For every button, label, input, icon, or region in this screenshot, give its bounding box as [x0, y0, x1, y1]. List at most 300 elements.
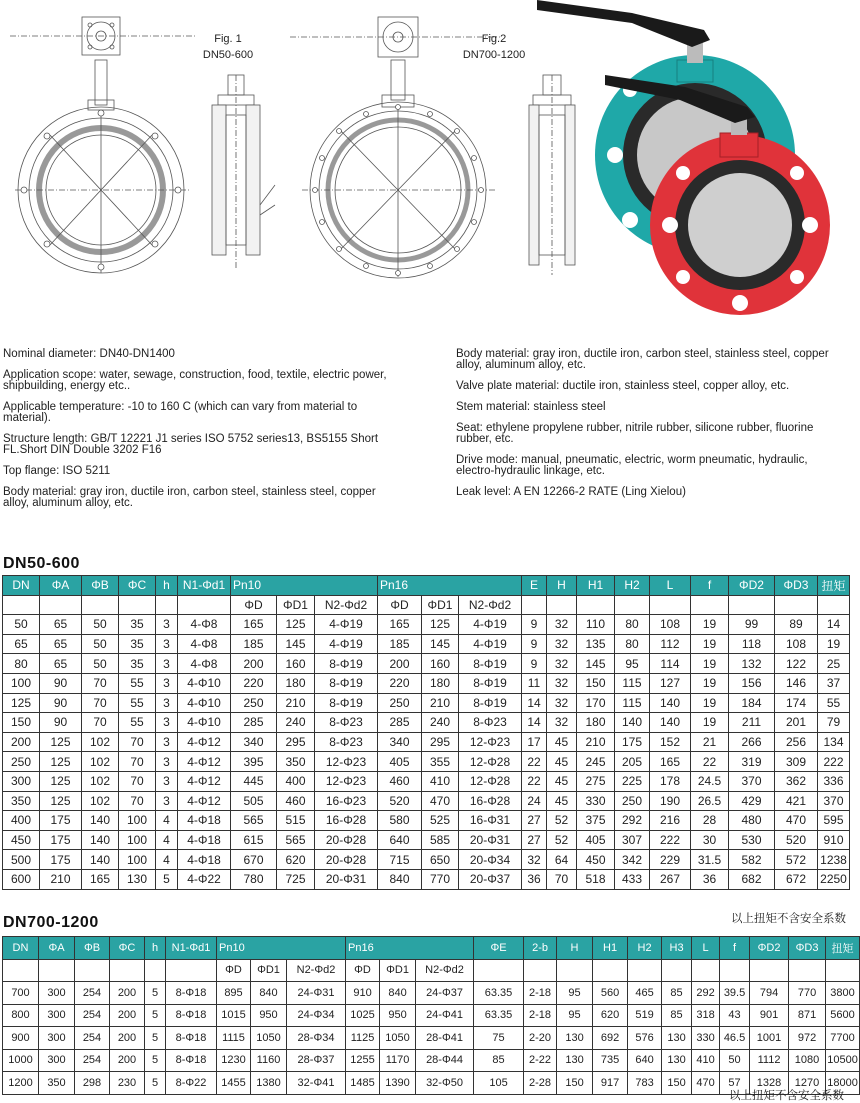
- table-cell: 16-Φ28: [315, 811, 378, 831]
- table-cell: 165: [650, 752, 691, 772]
- subheader-cell: ΦD1: [277, 595, 315, 615]
- table-cell: 27: [522, 811, 547, 831]
- table-cell: 1328: [750, 1072, 789, 1095]
- table-cell: 450: [3, 830, 40, 850]
- table-cell: 780: [231, 869, 277, 889]
- table-cell: 184: [729, 693, 775, 713]
- table-cell: 108: [650, 615, 691, 635]
- table-cell: 64: [547, 850, 577, 870]
- spec-leak-level: Leak level: A EN 12266-2 RATE (Ling Xielou): [456, 486, 686, 498]
- table-cell: 1115: [217, 1027, 251, 1050]
- fig1-side-view-drawing: [200, 75, 275, 275]
- header-cell: ΦC: [119, 576, 156, 596]
- table-cell: 210: [422, 693, 459, 713]
- table-cell: 32: [547, 693, 577, 713]
- header-cell: ΦE: [474, 937, 524, 960]
- table-cell: 225: [615, 771, 650, 791]
- header-cell: ΦA: [40, 576, 82, 596]
- table-cell: 715: [378, 850, 422, 870]
- table-cell: 55: [818, 693, 850, 713]
- table-cell: 5: [145, 982, 166, 1005]
- table-cell: 178: [650, 771, 691, 791]
- table-cell: 518: [577, 869, 615, 889]
- table-cell: 180: [577, 713, 615, 733]
- table-cell: 9: [522, 634, 547, 654]
- header-cell: ΦC: [110, 937, 145, 960]
- table-cell: 520: [378, 791, 422, 811]
- table-cell: 330: [692, 1027, 720, 1050]
- table-cell: 725: [277, 869, 315, 889]
- table-cell: 108: [775, 634, 818, 654]
- table-cell: 5: [145, 1027, 166, 1050]
- table-cell: 150: [557, 1072, 593, 1095]
- table-cell: 20-Φ28: [315, 830, 378, 850]
- table-cell: 433: [615, 869, 650, 889]
- table-cell: 32: [547, 673, 577, 693]
- table-cell: 145: [422, 634, 459, 654]
- table-cell: 32: [547, 713, 577, 733]
- table-cell: 175: [40, 850, 82, 870]
- table-cell: 102: [82, 771, 119, 791]
- table-cell: 1230: [217, 1049, 251, 1072]
- table-cell: 28-Φ34: [287, 1027, 346, 1050]
- table-cell: 165: [82, 869, 119, 889]
- table-cell: 125: [3, 693, 40, 713]
- table-cell: 615: [231, 830, 277, 850]
- table-cell: 4-Φ18: [178, 850, 231, 870]
- subheader-cell: [3, 595, 40, 615]
- table-cell: 3: [156, 654, 178, 674]
- table-cell: 336: [818, 771, 850, 791]
- table-cell: 130: [662, 1027, 692, 1050]
- table-cell: 370: [729, 771, 775, 791]
- header-cell: E: [522, 576, 547, 596]
- table-cell: 140: [82, 811, 119, 831]
- table-cell: 32: [547, 654, 577, 674]
- subheader-cell: [577, 595, 615, 615]
- table-cell: 8-Φ19: [315, 673, 378, 693]
- table-cell: 12-Φ28: [459, 752, 522, 772]
- subheader-cell: [3, 959, 39, 982]
- subheader-cell: [166, 959, 217, 982]
- table-cell: 32-Φ41: [287, 1072, 346, 1095]
- table-cell: 3: [156, 732, 178, 752]
- table-cell: 160: [422, 654, 459, 674]
- table-cell: 254: [75, 1004, 110, 1027]
- table-cell: 20-Φ28: [315, 850, 378, 870]
- table-row: [3, 771, 850, 791]
- subheader-cell: [119, 595, 156, 615]
- table-cell: 125: [40, 752, 82, 772]
- table-cell: 65: [40, 615, 82, 635]
- table-cell: 28-Φ37: [287, 1049, 346, 1072]
- spec-right-column: [456, 349, 841, 508]
- table-cell: 1025: [346, 1004, 380, 1027]
- subheader-cell: [729, 595, 775, 615]
- table-cell: 145: [577, 654, 615, 674]
- table-cell: 300: [39, 1027, 75, 1050]
- table-cell: 4-Φ12: [178, 791, 231, 811]
- table-cell: 8-Φ23: [315, 732, 378, 752]
- table-cell: 36: [522, 869, 547, 889]
- table-cell: 350: [39, 1072, 75, 1095]
- table-cell: 295: [277, 732, 315, 752]
- table-cell: 650: [422, 850, 459, 870]
- table-cell: 1380: [251, 1072, 287, 1095]
- subheader-cell: ΦD: [346, 959, 380, 982]
- fig1-title: Fig. 1: [214, 33, 242, 45]
- table-cell: 200: [110, 1004, 145, 1027]
- table-cell: 300: [39, 1049, 75, 1072]
- subheader-cell: [628, 959, 662, 982]
- table-cell: 75: [474, 1027, 524, 1050]
- header-cell: Pn16: [378, 576, 522, 596]
- table-cell: 1050: [380, 1027, 416, 1050]
- table-cell: 17: [522, 732, 547, 752]
- table-cell: 140: [615, 713, 650, 733]
- table-cell: 150: [577, 673, 615, 693]
- table-cell: 200: [110, 1049, 145, 1072]
- table-row: [3, 693, 850, 713]
- table-cell: 350: [277, 752, 315, 772]
- table-cell: 14: [818, 615, 850, 635]
- table-cell: 175: [40, 830, 82, 850]
- spec-structure-length: Structure length: GB/T 12221 J1 series ISO 5752 series13, BS5155 Short FL.Short DIN Double 3202 F16: [3, 433, 379, 456]
- fig2-range: DN700-1200: [462, 49, 526, 61]
- drawings-area: [0, 0, 850, 330]
- table-row: [3, 1027, 860, 1050]
- table-cell: 770: [422, 869, 459, 889]
- header-cell: DN: [3, 937, 39, 960]
- table-cell: 318: [692, 1004, 720, 1027]
- table-cell: 2-28: [524, 1072, 557, 1095]
- table-row: [3, 982, 860, 1005]
- table-cell: 8-Φ19: [459, 654, 522, 674]
- subheader-cell: [145, 959, 166, 982]
- table-cell: 254: [75, 982, 110, 1005]
- table-cell: 292: [615, 811, 650, 831]
- header-cell: H: [557, 937, 593, 960]
- table-cell: 254: [75, 1049, 110, 1072]
- table-cell: 895: [217, 982, 251, 1005]
- fig2-front-view-drawing: [290, 15, 500, 280]
- table-cell: 8-Φ23: [315, 713, 378, 733]
- subheader-cell: N2-Φd2: [287, 959, 346, 982]
- table-cell: 70: [547, 869, 577, 889]
- table-cell: 585: [422, 830, 459, 850]
- table-cell: 240: [422, 713, 459, 733]
- table-cell: 200: [110, 982, 145, 1005]
- table-cell: 19: [691, 713, 729, 733]
- table-cell: 1238: [818, 850, 850, 870]
- table-cell: 115: [615, 673, 650, 693]
- table-cell: 572: [775, 850, 818, 870]
- header-cell: 扭矩: [826, 937, 860, 960]
- header-cell: ΦD3: [775, 576, 818, 596]
- table-cell: 165: [378, 615, 422, 635]
- table-cell: 35: [119, 654, 156, 674]
- table-cell: 211: [729, 713, 775, 733]
- header-cell: ΦA: [39, 937, 75, 960]
- table-cell: 429: [729, 791, 775, 811]
- table-cell: 125: [422, 615, 459, 635]
- fig1-front-view-drawing: [10, 15, 195, 275]
- table-cell: 525: [422, 811, 459, 831]
- table-cell: 95: [557, 982, 593, 1005]
- table-row: [3, 654, 850, 674]
- table-cell: 12-Φ28: [459, 771, 522, 791]
- table-cell: 2250: [818, 869, 850, 889]
- subheader-cell: [156, 595, 178, 615]
- table-cell: 20-Φ34: [459, 850, 522, 870]
- table-cell: 292: [692, 982, 720, 1005]
- header-cell: f: [691, 576, 729, 596]
- table-cell: 465: [628, 982, 662, 1005]
- table-cell: 350: [3, 791, 40, 811]
- table-cell: 63.35: [474, 982, 524, 1005]
- table-cell: 21: [691, 732, 729, 752]
- fig1-caption: [198, 31, 258, 63]
- subheader-cell: [775, 595, 818, 615]
- table-cell: 110: [577, 615, 615, 635]
- table-cell: 8-Φ19: [459, 673, 522, 693]
- table-cell: 582: [729, 850, 775, 870]
- subheader-cell: [650, 595, 691, 615]
- table-row: [3, 673, 850, 693]
- table-cell: 180: [277, 673, 315, 693]
- table-cell: 20-Φ31: [315, 869, 378, 889]
- table-cell: 2-18: [524, 982, 557, 1005]
- table-cell: 400: [277, 771, 315, 791]
- table-cell: 1050: [251, 1027, 287, 1050]
- table-cell: 2-22: [524, 1049, 557, 1072]
- table-cell: 266: [729, 732, 775, 752]
- table-cell: 254: [75, 1027, 110, 1050]
- table-cell: 175: [615, 732, 650, 752]
- table-cell: 55: [119, 693, 156, 713]
- table-cell: 70: [119, 771, 156, 791]
- table-cell: 100: [3, 673, 40, 693]
- header-cell: H1: [593, 937, 628, 960]
- table-cell: 560: [593, 982, 628, 1005]
- table-cell: 950: [380, 1004, 416, 1027]
- table-cell: 4: [156, 811, 178, 831]
- subheader-cell: N2-Φd2: [459, 595, 522, 615]
- table-cell: 190: [650, 791, 691, 811]
- table-cell: 370: [818, 791, 850, 811]
- table-cell: 100: [119, 850, 156, 870]
- table-cell: 240: [277, 713, 315, 733]
- header-cell: N1-Φd1: [166, 937, 217, 960]
- fig1-range: DN50-600: [202, 49, 254, 61]
- subheader-cell: [691, 595, 729, 615]
- spec-left-column: [3, 349, 403, 519]
- table-subheader-row: [3, 959, 860, 982]
- table-cell: 520: [775, 830, 818, 850]
- table-cell: 4-Φ19: [459, 615, 522, 635]
- table1-torque-note: 以上扭矩不含安全系数: [731, 913, 846, 925]
- table-cell: 245: [577, 752, 615, 772]
- table-cell: 4-Φ19: [315, 615, 378, 635]
- table-cell: 70: [119, 752, 156, 772]
- table-cell: 910: [346, 982, 380, 1005]
- table-cell: 672: [775, 869, 818, 889]
- table-cell: 125: [40, 791, 82, 811]
- table-cell: 65: [3, 634, 40, 654]
- table-cell: 50: [3, 615, 40, 635]
- table-cell: 130: [662, 1049, 692, 1072]
- table-cell: 63.35: [474, 1004, 524, 1027]
- table-cell: 85: [662, 982, 692, 1005]
- table-cell: 99: [729, 615, 775, 635]
- table-cell: 5: [145, 1072, 166, 1095]
- table-cell: 229: [650, 850, 691, 870]
- header-cell: H2: [628, 937, 662, 960]
- table-cell: 152: [650, 732, 691, 752]
- table-cell: 735: [593, 1049, 628, 1072]
- table-cell: 175: [40, 811, 82, 831]
- table-cell: 127: [650, 673, 691, 693]
- table-cell: 8-Φ18: [166, 1027, 217, 1050]
- table-cell: 460: [277, 791, 315, 811]
- table-cell: 900: [3, 1027, 39, 1050]
- subheader-cell: [557, 959, 593, 982]
- table-dn700-1200: [2, 936, 860, 1095]
- table-cell: 52: [547, 811, 577, 831]
- table-cell: 14: [522, 713, 547, 733]
- table-cell: 95: [615, 654, 650, 674]
- table-cell: 4-Φ22: [178, 869, 231, 889]
- spec-body-material: Body material: gray iron, ductile iron, carbon steel, stainless steel, copper alloy, aluminum alloy, etc.: [3, 486, 376, 509]
- table-cell: 65: [40, 634, 82, 654]
- table-cell: 95: [557, 1004, 593, 1027]
- table-cell: 12-Φ23: [459, 732, 522, 752]
- table-cell: 530: [729, 830, 775, 850]
- spec-seat: Seat: ethylene propylene rubber, nitrile rubber, silicone rubber, fluorine rubber, etc.: [456, 422, 814, 445]
- table-cell: 362: [775, 771, 818, 791]
- table-cell: 4-Φ19: [459, 634, 522, 654]
- table-cell: 840: [251, 982, 287, 1005]
- table-cell: 375: [577, 811, 615, 831]
- table-cell: 70: [119, 791, 156, 811]
- table-cell: 8-Φ19: [315, 654, 378, 674]
- table-cell: 201: [775, 713, 818, 733]
- header-cell: ΦD2: [750, 937, 789, 960]
- table-cell: 794: [750, 982, 789, 1005]
- table-cell: 24-Φ41: [416, 1004, 474, 1027]
- subheader-cell: [524, 959, 557, 982]
- table-row: [3, 811, 850, 831]
- table-cell: 1000: [3, 1049, 39, 1072]
- subheader-cell: [692, 959, 720, 982]
- table-cell: 70: [82, 673, 119, 693]
- table-cell: 79: [818, 713, 850, 733]
- header-cell: H: [547, 576, 577, 596]
- table-cell: 8-Φ22: [166, 1072, 217, 1095]
- spec-body-material-right: Body material: gray iron, ductile iron, carbon steel, stainless steel, copper alloy, aluminum alloy, etc.: [456, 348, 829, 371]
- table-cell: 216: [650, 811, 691, 831]
- subheader-cell: [522, 595, 547, 615]
- table-cell: 16-Φ28: [459, 791, 522, 811]
- table-cell: 45: [547, 732, 577, 752]
- subheader-cell: [547, 595, 577, 615]
- table-cell: 355: [422, 752, 459, 772]
- table-subheader-row: [3, 595, 850, 615]
- table-cell: 505: [231, 791, 277, 811]
- table-cell: 43: [720, 1004, 750, 1027]
- table-cell: 3: [156, 713, 178, 733]
- table-cell: 70: [82, 713, 119, 733]
- table-cell: 5: [145, 1049, 166, 1072]
- table-cell: 57: [720, 1072, 750, 1095]
- table-cell: 20-Φ37: [459, 869, 522, 889]
- table2-torque-note: 以上扭矩不含安全系数: [729, 1090, 844, 1102]
- table-cell: 70: [119, 732, 156, 752]
- table-cell: 4: [156, 850, 178, 870]
- table-cell: 100: [119, 811, 156, 831]
- table-cell: 298: [75, 1072, 110, 1095]
- header-cell: f: [720, 937, 750, 960]
- table-cell: 36: [691, 869, 729, 889]
- table-cell: 50: [720, 1049, 750, 1072]
- table-cell: 460: [378, 771, 422, 791]
- table-cell: 46.5: [720, 1027, 750, 1050]
- subheader-cell: [615, 595, 650, 615]
- table-cell: 24-Φ37: [416, 982, 474, 1005]
- table-cell: 4-Φ8: [178, 615, 231, 635]
- table-cell: 39.5: [720, 982, 750, 1005]
- table-cell: 800: [3, 1004, 39, 1027]
- table-cell: 3: [156, 673, 178, 693]
- table-cell: 90: [40, 693, 82, 713]
- subheader-cell: ΦD: [378, 595, 422, 615]
- table-cell: 8-Φ18: [166, 1004, 217, 1027]
- table-cell: 140: [82, 830, 119, 850]
- table-cell: 450: [577, 850, 615, 870]
- table-cell: 22: [522, 752, 547, 772]
- subheader-cell: ΦD: [217, 959, 251, 982]
- table-cell: 4-Φ12: [178, 771, 231, 791]
- butterfly-valve-photo: [595, 5, 850, 330]
- header-cell: H3: [662, 937, 692, 960]
- table-cell: 1390: [380, 1072, 416, 1095]
- table-cell: 19: [691, 654, 729, 674]
- table-cell: 480: [729, 811, 775, 831]
- table-cell: 300: [39, 1004, 75, 1027]
- table-cell: 4-Φ19: [315, 634, 378, 654]
- spec-drive-mode: Drive mode: manual, pneumatic, electric, worm pneumatic, hydraulic, electro-hydraulic linkage, etc.: [456, 454, 808, 477]
- table-cell: 1270: [789, 1072, 826, 1095]
- table-cell: 400: [3, 811, 40, 831]
- table-cell: 470: [775, 811, 818, 831]
- table-cell: 11: [522, 673, 547, 693]
- table-cell: 55: [119, 713, 156, 733]
- table-cell: 682: [729, 869, 775, 889]
- table-cell: 8-Φ23: [459, 713, 522, 733]
- table-cell: 5: [145, 1004, 166, 1027]
- table-cell: 256: [775, 732, 818, 752]
- table-cell: 901: [750, 1004, 789, 1027]
- subheader-cell: ΦD: [231, 595, 277, 615]
- table-cell: 185: [231, 634, 277, 654]
- table-cell: 150: [662, 1072, 692, 1095]
- table-cell: 640: [378, 830, 422, 850]
- table-cell: 250: [615, 791, 650, 811]
- header-cell: ΦD2: [729, 576, 775, 596]
- table1-title: DN50-600: [3, 555, 80, 572]
- table-cell: 122: [775, 654, 818, 674]
- table-cell: 700: [3, 982, 39, 1005]
